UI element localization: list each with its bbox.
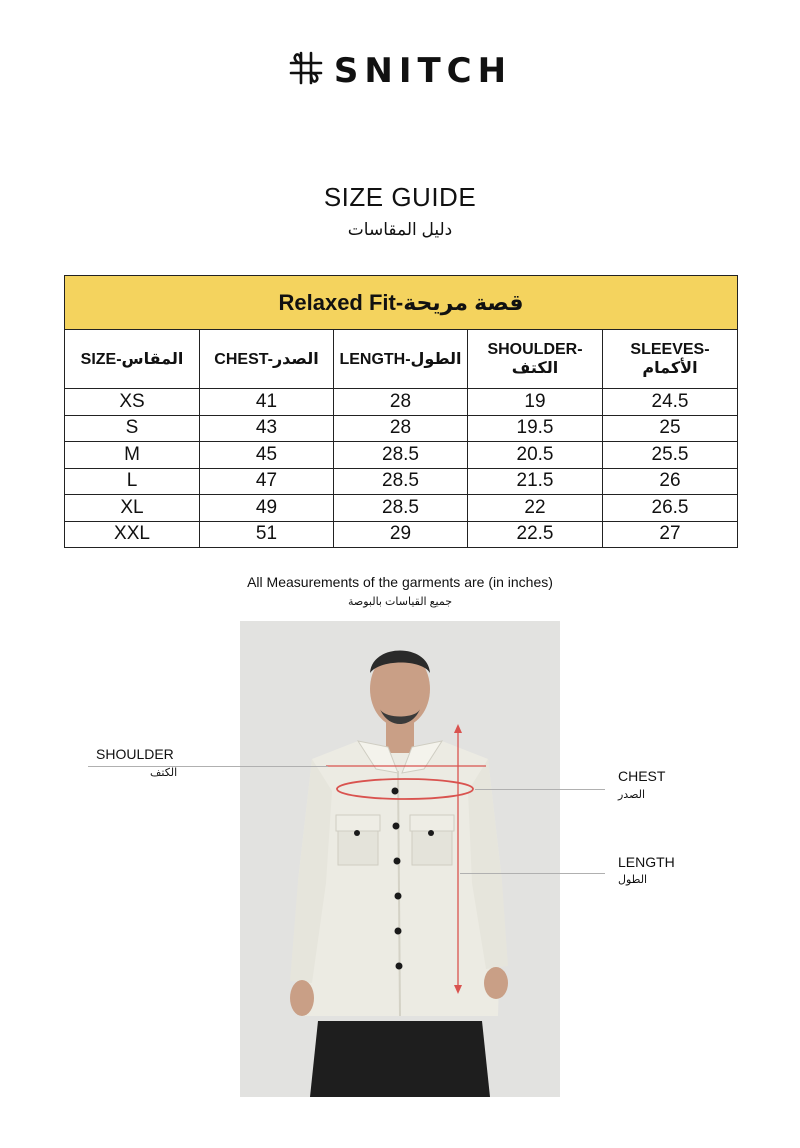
brand-logo	[0, 50, 800, 91]
table-cell: 25.5	[603, 442, 738, 469]
shoulder-leader-line	[88, 766, 328, 767]
table-cell: 28.5	[334, 442, 468, 469]
length-leader-line	[460, 873, 605, 874]
table-header-cell	[65, 330, 200, 389]
table-cell: 29	[334, 521, 468, 548]
header-text: SLEEVES-	[630, 341, 710, 358]
table-header-cell	[200, 330, 334, 389]
header-text: الأكمام	[642, 360, 698, 377]
brand-name: SNITCH	[333, 50, 513, 91]
table-cell: 43	[200, 415, 334, 442]
table-cell: 26.5	[603, 495, 738, 522]
table-cell: XS	[65, 389, 200, 416]
table-row	[65, 389, 738, 416]
shoulder-label-ar: الكتف	[150, 767, 178, 779]
table-cell: 21.5	[468, 468, 603, 495]
table-cell: 25	[603, 415, 738, 442]
fit-banner: Relaxed Fit-قصة مريحة	[65, 276, 738, 330]
table-cell: 41	[200, 389, 334, 416]
table-row	[65, 442, 738, 469]
header-text: LENGTH-الطول	[339, 350, 462, 368]
table-body	[65, 389, 738, 548]
header-text: الكتف	[511, 360, 559, 377]
measurement-note-ar: جميع القياسات بالبوصة	[347, 596, 453, 608]
table-cell: XL	[65, 495, 200, 522]
table-cell: L	[65, 468, 200, 495]
size-table	[64, 275, 738, 548]
page-subtitle-ar: دليل المقاسات	[347, 220, 453, 239]
page-title: SIZE GUIDE	[323, 182, 477, 212]
table-row	[65, 415, 738, 442]
table-cell: 22.5	[468, 521, 603, 548]
model-photo	[240, 621, 560, 1097]
table-cell: 19	[468, 389, 603, 416]
table-cell: 47	[200, 468, 334, 495]
table-cell: M	[65, 442, 200, 469]
table-row	[65, 521, 738, 548]
table-cell: 28.5	[334, 468, 468, 495]
table-cell: 51	[200, 521, 334, 548]
length-label: LENGTH	[618, 854, 675, 870]
table-cell: 20.5	[468, 442, 603, 469]
hash-grid-icon	[288, 50, 324, 91]
header-text: CHEST-الصدر	[214, 350, 319, 368]
table-cell: 24.5	[603, 389, 738, 416]
chest-label-ar: الصدر	[618, 789, 646, 801]
table-cell: 45	[200, 442, 334, 469]
table-cell: 28	[334, 415, 468, 442]
table-header-row	[65, 330, 738, 389]
table-row	[65, 495, 738, 522]
table-cell: 27	[603, 521, 738, 548]
header-text: SIZE-المقاس	[80, 350, 184, 368]
table-cell: 49	[200, 495, 334, 522]
chest-label: CHEST	[618, 768, 666, 784]
table-header-cell	[603, 330, 738, 389]
table-cell: 28.5	[334, 495, 468, 522]
table-cell: 26	[603, 468, 738, 495]
table-header-cell	[334, 330, 468, 389]
chest-leader-line	[475, 789, 605, 790]
measurement-note: All Measurements of the garments are (in inches)	[247, 574, 553, 590]
table-header-cell	[468, 330, 603, 389]
length-label-ar: الطول	[618, 874, 648, 886]
table-cell: 22	[468, 495, 603, 522]
shoulder-label: SHOULDER	[96, 746, 174, 762]
header-text: SHOULDER-	[487, 341, 583, 358]
table-cell: 28	[334, 389, 468, 416]
table-cell: S	[65, 415, 200, 442]
table-cell: XXL	[65, 521, 200, 548]
table-row	[65, 468, 738, 495]
table-cell: 19.5	[468, 415, 603, 442]
